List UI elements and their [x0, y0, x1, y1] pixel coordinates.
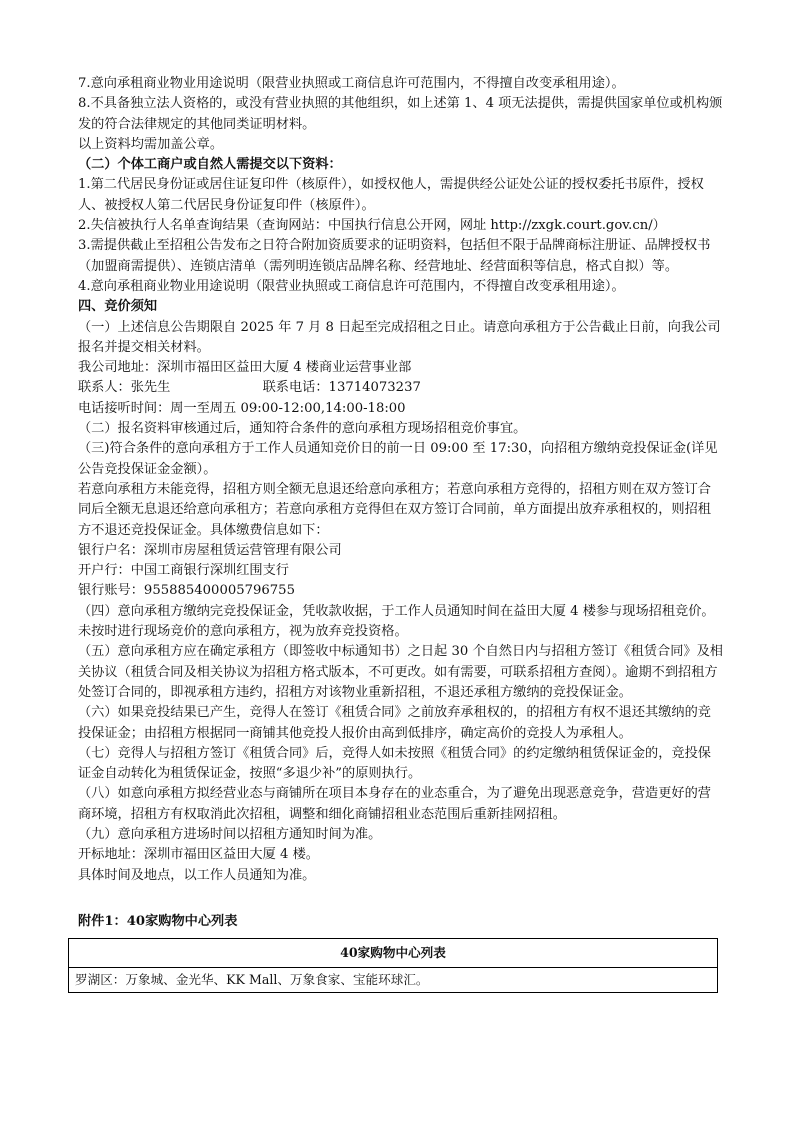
- bank-account-name: 银行户名：深圳市房屋租赁运营管理有限公司: [78, 542, 342, 558]
- document-page: [75, 74, 724, 993]
- bidding-clause-9: （九）意向承租方进场时间以招租方通知时间为准。: [78, 826, 382, 842]
- table-header-row: [69, 939, 718, 968]
- bidding-clause-1: （一）上述信息公告期限自 2025 年 7 月 8 日起至完成招租之日止。请意向承租方于公告截止日前，向我公司报名并提交相关材料。: [78, 319, 721, 355]
- individual-item-1: 1.第二代居民身份证或居住证复印件（核原件），如授权他人，需提供经公证处公证的授权委托书原件，授权人、被授权人第二代居民身份证复印件（核原件）。: [78, 177, 704, 213]
- table-row: [69, 968, 718, 993]
- seal-note: 以上资料均需加盖公章。: [78, 136, 224, 152]
- final-note: 具体时间及地点，以工作人员通知为准。: [78, 867, 316, 883]
- item-7-usage: 7.意向承租商业物业用途说明（限营业执照或工商信息许可范围内，不得擅自改变承租用途）。: [78, 76, 625, 91]
- section-individual-heading: （二）个体工商户或自然人需提交以下资料：: [78, 157, 342, 173]
- table-cell-luohu: 罗湖区：万象城、金光华、KK Mall、万象食家、宝能环球汇。: [69, 968, 718, 993]
- item-8-other-org: 8.不具备独立法人资格的，或没有营业执照的其他组织，如上述第 1、4 项无法提供，需提供国家单位或机构颁发的符合法律规定的其他同类证明材料。: [78, 96, 723, 132]
- bidding-clause-8: （八）如意向承租方拟经营业态与商铺所在项目本身存在的业态重合，为了避免出现恶意竞争，营造更好的营商环境，招租方有权取消此次招租，调整和细化商铺招租业态范围后重新挂网招租。: [78, 786, 711, 822]
- phone-hours: 电话接听时间：周一至周五 09:00-12:00,14:00-18:00: [78, 400, 406, 416]
- bidding-clause-7: （七）竞得人与招租方签订《租赁合同》后，竞得人如未按照《租赁合同》的约定缴纳租赁保证金的，竞投保证金自动转化为租赁保证金，按照“多退少补”的原则执行。: [78, 745, 711, 782]
- contact-line: 联系人：张先生 联系电话：13714073237: [78, 380, 421, 396]
- shopping-center-table: [68, 938, 718, 993]
- opening-address: 开标地址：深圳市福田区益田大厦 4 楼。: [78, 847, 319, 863]
- bidding-clause-4: （四）意向承租方缴纳完竞投保证金，凭收款收据，于工作人员通知时间在益田大厦 4 楼参与现场招租竞价。未按时进行现场竞价的意向承租方，视为放弃竞投资格。: [78, 603, 715, 640]
- bidding-clause-5: （五）意向承租方应在确定承租方（即签收中标通知书）之日起 30 个自然日内与招租方签订《租赁合同》及相关协议（租赁合同及相关协议为招租方格式版本，不可更改。如有需要，可联系招租方查阅）。逾期不到招租方处签订合同的，即视承租方违约，招租方对该物业重新招租，不退还承租方缴纳的竞投保证金。: [78, 644, 723, 700]
- individual-item-4: 4.意向承租商业物业用途说明（限营业执照或工商信息许可范围内，不得擅自改变承租用途）。: [78, 278, 625, 294]
- section-bidding-heading: 四、竞价须知: [78, 299, 158, 315]
- bank-branch: 开户行：中国工商银行深圳红围支行: [78, 563, 289, 579]
- bank-account-number: 银行账号：955885400005796755: [78, 583, 295, 599]
- bidding-clause-3: （三)符合条件的意向承租方于工作人员通知竞价日的前一日 09:00 至 17:30，向招租方缴纳竞投保证金(详见公告竞投保证金金额）。: [78, 441, 718, 477]
- company-address: 我公司地址：深圳市福田区益田大厦 4 楼商业运营事业部: [78, 360, 412, 376]
- annex-title: 附件1：40家购物中心列表: [78, 913, 238, 929]
- individual-item-3: 3.需提供截止至招租公告发布之日符合附加资质要求的证明资料，包括但不限于品牌商标注册证、品牌授权书（加盟商需提供）、连锁店清单（需列明连锁店品牌名称、经营地址、经营面积等信息，格式自拟）等。: [78, 238, 711, 274]
- bidding-clause-6: （六）如果竞投结果已产生，竞得人在签订《租赁合同》之前放弃承租权的，的招租方有权不退还其缴纳的竞投保证金；由招租方根据同一商铺其他竞投人报价由高到低排序，确定高价的竞投人为承租人。: [78, 705, 711, 741]
- individual-item-2: 2.失信被执行人名单查询结果（查询网站：中国执行信息公开网，网址 http://zxgk.court.gov.cn/）: [78, 218, 666, 234]
- bidding-clause-2: （二）报名资料审核通过后，通知符合条件的意向承租方现场招租竞价事宜。: [78, 421, 527, 437]
- table-header-cell: 40家购物中心列表: [69, 939, 718, 968]
- deposit-refund-rules: 若意向承租方未能竞得，招租方则全额无息退还给意向承租方；若意向承租方竞得的，招租方则在双方签订合同后全额无息退还给意向承租方；若意向承租方竞得但在双方签订合同前，单方面提出放弃承租权的，则招租方不退还竞投保证金。具体缴费信息如下：: [78, 481, 711, 538]
